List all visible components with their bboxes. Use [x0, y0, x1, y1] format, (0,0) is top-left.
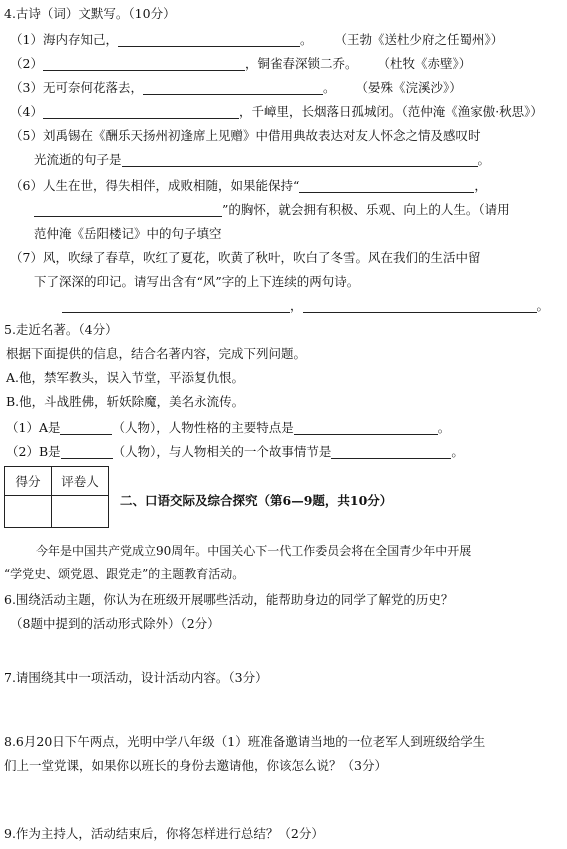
context-line-2: “学党史、颂党恩、跟党走”的主题教育活动。 — [4, 567, 245, 581]
grader-header: 评卷人 — [52, 467, 109, 496]
q4-item-3: （3）无可奈何花落去， 。 （晏殊《浣溪沙》） — [10, 80, 462, 95]
q4-title: 4.古诗（词）文默写。（10分） — [4, 6, 176, 21]
answer-blank[interactable] — [331, 446, 451, 459]
answer-blank[interactable] — [43, 58, 245, 71]
q4-item-5: （5）刘禹锡在《酬乐天扬州初逢席上见赠》中借用典故表达对友人怀念之情及感叹时 — [10, 128, 481, 143]
answer-blank[interactable] — [143, 82, 323, 95]
q5-clue-a: A.他，禁军教头，误入节堂，平添复仇恨。 — [6, 370, 245, 385]
answer-blank[interactable] — [43, 106, 239, 119]
answer-blank[interactable] — [299, 180, 474, 193]
answer-blank[interactable] — [303, 300, 537, 313]
q5-intro: 根据下面提供的信息，结合名著内容，完成下列问题。 — [6, 346, 307, 361]
context-line-1: 今年是中国共产党成立90周年。中国关心下一代工作委员会将在全国青少年中开展 — [36, 544, 472, 558]
grade-table — [4, 466, 109, 528]
answer-blank[interactable] — [62, 300, 290, 313]
q4-item-1: （1）海内存知己， 。 （王勃《送杜少府之任蜀州》） — [10, 32, 504, 47]
answer-blank[interactable] — [294, 422, 438, 435]
grader-cell[interactable] — [52, 496, 109, 528]
q4-item-6-line3: 范仲淹《岳阳楼记》中的句子填空 — [34, 226, 222, 241]
q5-sub-1: （1）A是 （人物），人物性格的主要特点是 。 — [6, 420, 451, 435]
q4-item-7-line3: ， 。 — [62, 298, 549, 314]
q6-line-2: （8题中提到的活动形式除外）（2分） — [10, 616, 220, 631]
q9-line-1: 9.作为主持人，活动结束后，你将怎样进行总结？（2分） — [4, 826, 324, 841]
section-2-title: 二、口语交际及综合探究（第6—9题，共10分） — [120, 493, 393, 508]
q8-line-2: 们上一堂党课，如果你以班长的身份去邀请他，你该怎么说？（3分） — [4, 758, 387, 773]
answer-blank[interactable] — [34, 204, 222, 217]
q4-item-7-line2: 下了深深的印记。请写出含有“风”字的上下连续的两句诗。 — [34, 274, 360, 289]
q5-title: 5.走近名著。（4分） — [4, 322, 118, 337]
q4-item-6-line2: ”的胸怀，就会拥有积极、乐观、向上的人生。（请用 — [34, 202, 510, 218]
q7-line-1: 7.请围绕其中一项活动，设计活动内容。（3分） — [4, 670, 268, 685]
score-cell[interactable] — [5, 496, 52, 528]
q5-clue-b: B.他，斗战胜佛，斩妖除魔，美名永流传。 — [6, 394, 245, 409]
q5-sub-2: （2）B是 （人物），与人物相关的一个故事情节是 。 — [6, 444, 464, 459]
q8-line-1: 8.6月20日下午两点，光明中学八年级（1）班准备邀请当地的一位老军人到班级给学生 — [4, 734, 486, 749]
q4-item-6: （6）人生在世，得失相伴，成败相随，如果能保持“ ， — [10, 178, 487, 193]
answer-blank[interactable] — [122, 154, 478, 167]
answer-blank[interactable] — [118, 34, 300, 47]
q4-item-5-line2: 光流逝的句子是 。 — [34, 152, 491, 167]
q6-line-1: 6.围绕活动主题，你认为在班级开展哪些活动，能帮助身边的同学了解党的历史？ — [4, 592, 454, 607]
q4-item-7: （7）风，吹绿了春草，吹红了夏花，吹黄了秋叶，吹白了冬雪。风在我们的生活中留 — [10, 250, 481, 265]
answer-blank[interactable] — [60, 422, 112, 435]
q4-item-2: （2） ，铜雀春深锁二乔。 （杜牧《赤壁》） — [10, 56, 472, 71]
answer-blank[interactable] — [61, 446, 113, 459]
q4-item-4: （4） ，千嶂里，长烟落日孤城闭。（范仲淹《渔家傲·秋思》） — [10, 104, 543, 119]
score-header: 得分 — [5, 467, 52, 496]
